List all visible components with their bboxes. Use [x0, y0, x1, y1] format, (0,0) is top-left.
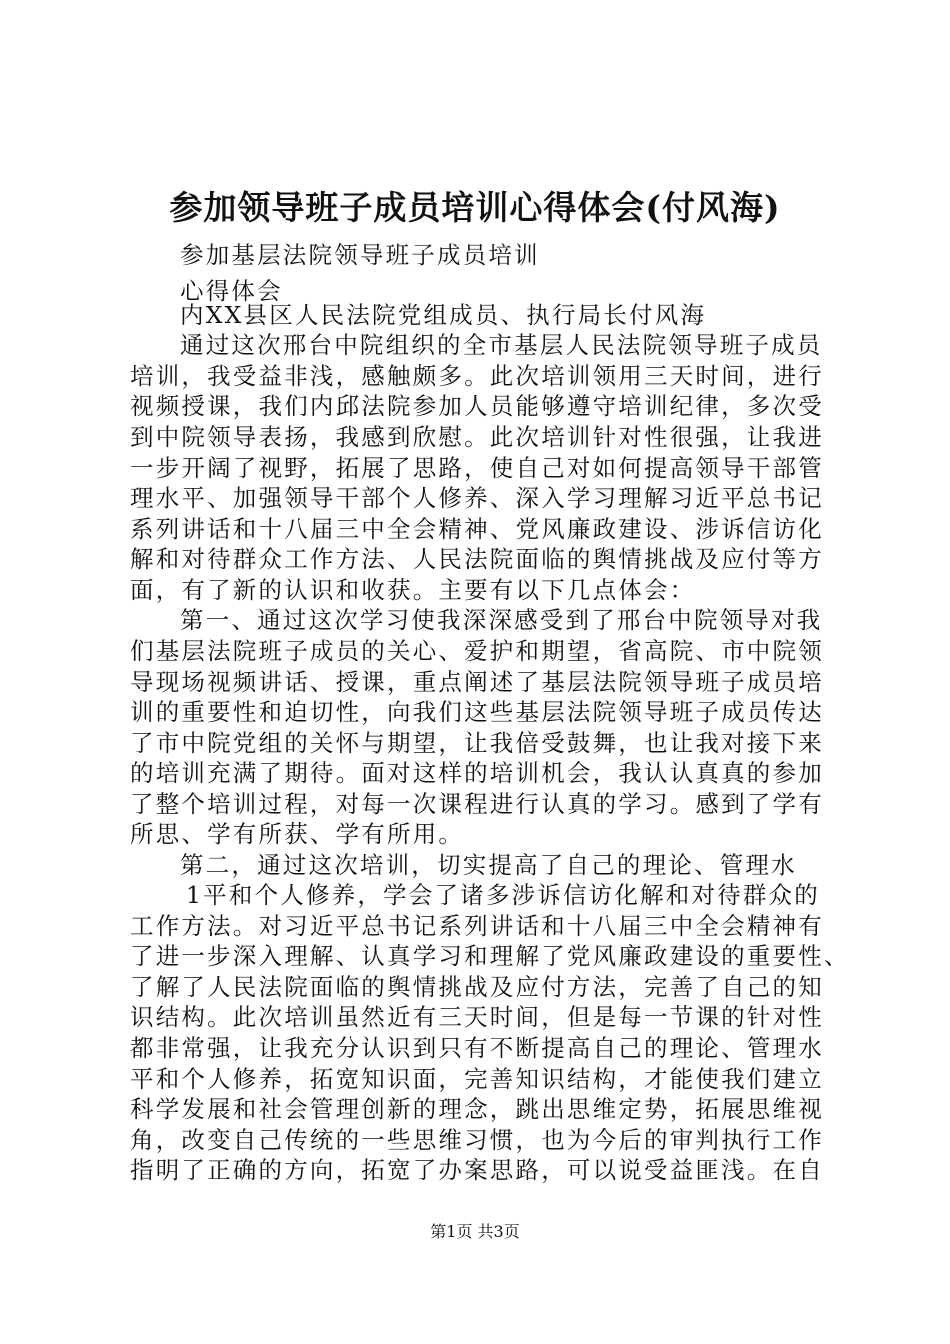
body-line: 理水平、加强领导干部个人修养、深入学习理解习近平总书记 — [130, 484, 824, 512]
body-line: 都非常强，让我充分认识到只有不断提高自己的理论、管理水 — [130, 1034, 824, 1062]
body-line: 们基层法院班子成员的关心、爱护和期望，省高院、市中院领 — [130, 637, 824, 665]
body-line: 工作方法。对习近平总书记系列讲话和十八届三中全会精神有 — [130, 912, 824, 940]
body-line: 解和对待群众工作方法、人民法院面临的舆情挑战及应付等方 — [130, 545, 824, 573]
body-line: 1平和个人修养，学会了诸多涉诉信访化解和对待群众的 — [186, 881, 820, 909]
document-title: 参加领导班子成员培训心得体会(付风海) — [169, 188, 781, 227]
body-line: 导现场视频讲话、授课，重点阐述了基层法院领导班子成员培 — [130, 668, 824, 696]
body-line: 第一、通过这次学习使我深深感受到了邢台中院领导对我 — [180, 606, 823, 634]
body-line: 面，有了新的认识和收获。主要有以下几点体会： — [130, 576, 696, 604]
body-line: 系列讲话和十八届三中全会精神、党风廉政建设、涉诉信访化 — [130, 515, 824, 543]
body-line: 平和个人修养，拓宽知识面，完善知识结构，才能使我们建立 — [130, 1065, 824, 1093]
page-number-footer: 第1页 共3页 — [430, 1222, 520, 1241]
body-line: 指明了正确的方向，拓宽了办案思路，可以说受益匪浅。在自 — [130, 1156, 824, 1184]
body-line: 参加基层法院领导班子成员培训 — [180, 241, 540, 269]
body-line: 内XX县区人民法院党组成员、执行局长付风海 — [180, 301, 707, 329]
body-line: 角，改变自己传统的一些思维习惯，也为今后的审判执行工作 — [130, 1126, 824, 1154]
body-line: 心得体会 — [180, 277, 283, 305]
body-line: 到中院领导表扬，我感到欣慰。此次培训针对性很强，让我进 — [130, 423, 824, 451]
body-line: 了进一步深入理解、认真学习和理解了党风廉政建设的重要性、 — [130, 942, 850, 970]
body-line: 识结构。此次培训虽然近有三天时间，但是每一节课的针对性 — [130, 1003, 824, 1031]
body-line: 所思、学有所获、学有所用。 — [130, 820, 465, 848]
body-line: 培训，我受益非浅，感触颇多。此次培训领用三天时间，进行 — [130, 362, 824, 390]
body-line: 科学发展和社会管理创新的理念，跳出思维定势，拓展思维视 — [130, 1095, 824, 1123]
body-line: 一步开阔了视野，拓展了思路，使自己对如何提高领导干部管 — [130, 454, 824, 482]
body-line: 了整个培训过程，对每一次课程进行认真的学习。感到了学有 — [130, 790, 824, 818]
body-line: 训的重要性和迫切性，向我们这些基层法院领导班子成员传达 — [130, 698, 824, 726]
body-line: 视频授课，我们内邱法院参加人员能够遵守培训纪律，多次受 — [130, 392, 824, 420]
body-line: 第二，通过这次培训，切实提高了自己的理论、管理水 — [180, 851, 797, 879]
body-line: 了解了人民法院面临的舆情挑战及应付方法，完善了自己的知 — [130, 973, 824, 1001]
body-line: 通过这次邢台中院组织的全市基层人民法院领导班子成员 — [180, 331, 823, 359]
body-line: 了市中院党组的关怀与期望，让我倍受鼓舞，也让我对接下来 — [130, 729, 824, 757]
body-line: 的培训充满了期待。面对这样的培训机会，我认认真真的参加 — [130, 759, 824, 787]
